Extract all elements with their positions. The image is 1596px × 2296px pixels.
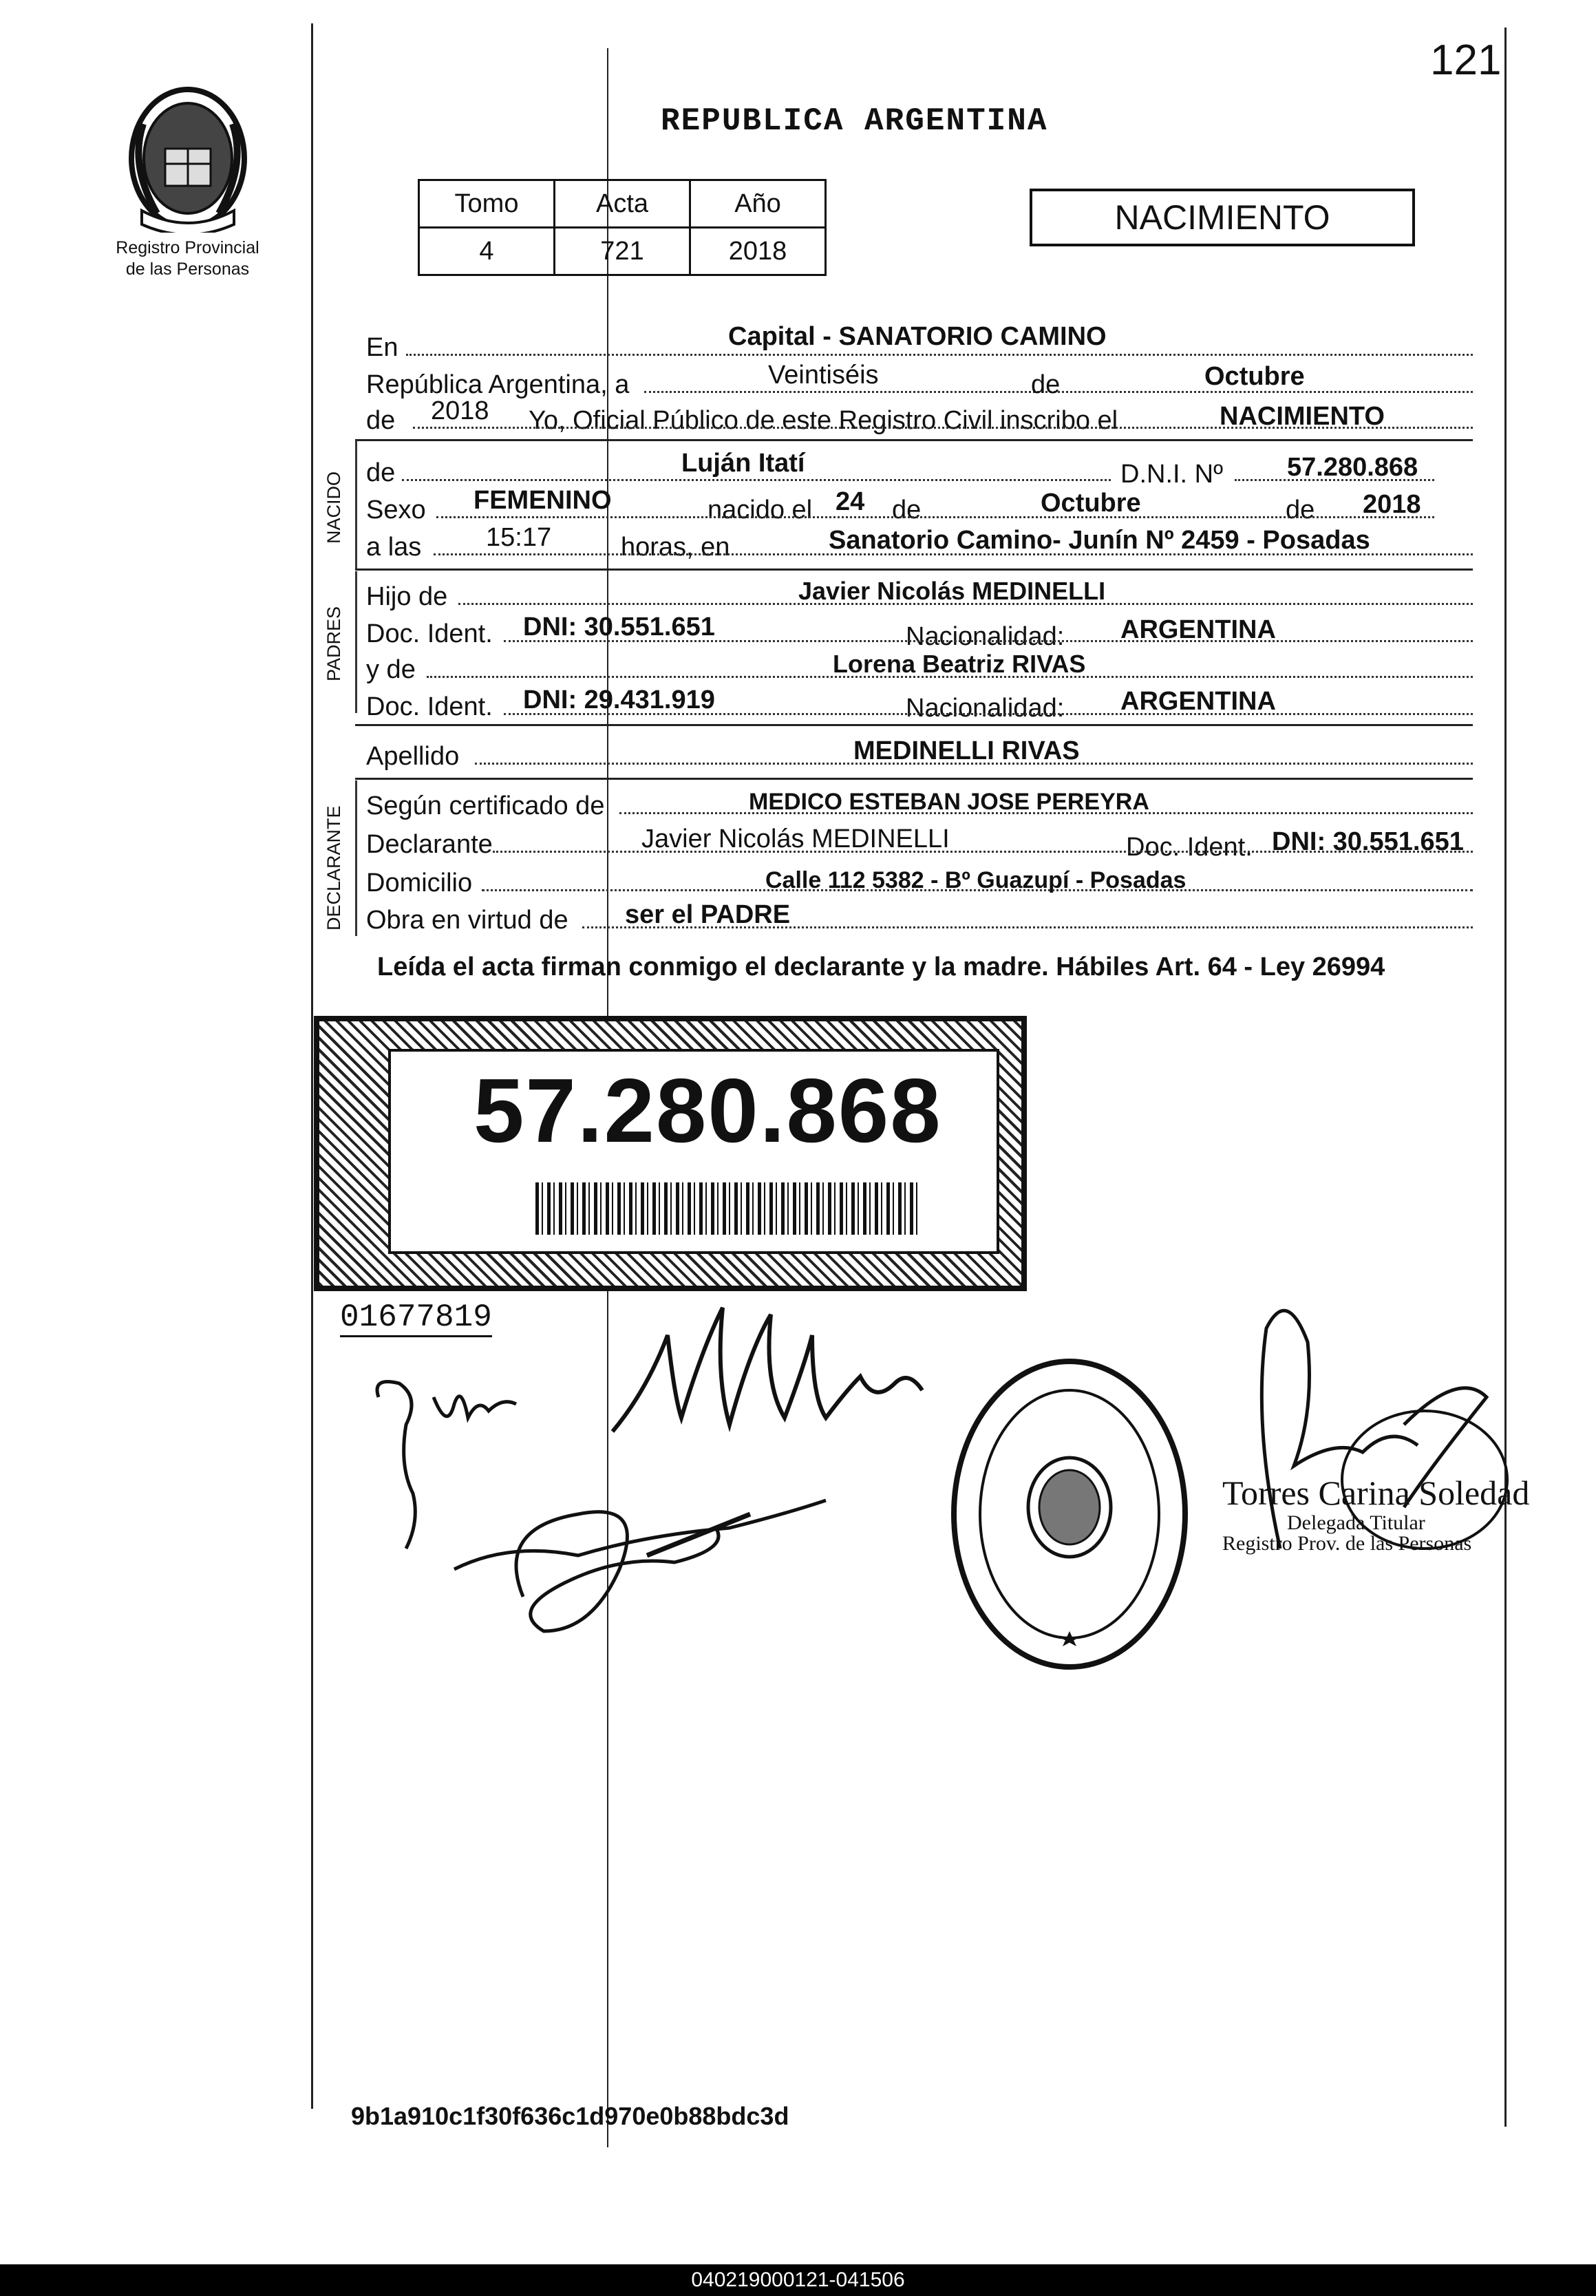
en-label: En — [366, 333, 398, 362]
sexo-label: Sexo — [366, 496, 426, 524]
child-dni: 57.280.868 — [1287, 453, 1418, 482]
father-name: Javier Nicolás MEDINELLI — [798, 577, 1106, 605]
mother-doc-label: Doc. Ident. — [366, 692, 493, 721]
dni-line — [1235, 479, 1434, 481]
birth-day: 24 — [836, 487, 865, 516]
acta-header: Acta — [555, 180, 690, 228]
sexo-value: FEMENINO — [474, 486, 612, 515]
acta-value: 721 — [555, 228, 690, 275]
mother-line — [427, 676, 1473, 678]
apellido-line — [475, 763, 1473, 765]
certificado-value: MEDICO ESTEBAN JOSE PEREYRA — [749, 789, 1149, 815]
declarante-label: Declarante — [366, 830, 493, 859]
logo-caption-line2: de las Personas — [125, 259, 250, 279]
tomo-value: 4 — [419, 228, 555, 275]
sexo-line — [436, 516, 1434, 518]
place-value: Capital - SANATORIO CAMINO — [728, 322, 1107, 351]
official-text: Yo, Oficial Público de este Registro Civil inscribo el — [529, 406, 1118, 435]
official-role: Delegada Titular — [1287, 1511, 1425, 1534]
mother-doc: DNI: 29.431.919 — [523, 685, 715, 714]
certificado-line — [619, 812, 1473, 814]
de-label-year: de — [366, 406, 396, 435]
logo-caption-line1: Registro Provincial — [116, 238, 259, 257]
declarante-side-label: DECLARANTE — [323, 805, 344, 931]
birth-month: Octubre — [1041, 489, 1141, 518]
right-margin-line — [1504, 28, 1507, 2127]
anio-header: Año — [690, 180, 826, 228]
declarante-doc-label: Doc. Ident. — [1126, 833, 1253, 862]
y-de-label: y de — [366, 655, 416, 684]
obra-line — [582, 926, 1473, 928]
mother-nationality: ARGENTINA — [1120, 687, 1276, 716]
nacido-bar — [355, 440, 357, 570]
nacido-name-line — [402, 479, 1111, 481]
father-doc-label: Doc. Ident. — [366, 619, 493, 648]
page-number: 121 — [1430, 36, 1502, 84]
hijo-de-label: Hijo de — [366, 582, 448, 611]
father-nat-label: Nacionalidad: — [906, 622, 1065, 651]
apellido-label: Apellido — [366, 742, 460, 771]
year-value: 2018 — [431, 396, 489, 425]
declarante-doc: DNI: 30.551.651 — [1272, 827, 1464, 856]
province-logo — [116, 83, 260, 233]
father-doc: DNI: 30.551.651 — [523, 613, 715, 641]
domicilio-value: Calle 112 5382 - Bº Guazupí - Posadas — [765, 867, 1187, 893]
father-nationality: ARGENTINA — [1120, 615, 1276, 644]
legal-text: Leída el acta firman conmigo el declarante y la madre. Hábiles Art. 64 - Ley 26994 — [377, 953, 1385, 981]
de-label-2: de — [892, 496, 922, 524]
left-margin-line — [311, 23, 313, 2109]
day-words: Veintiséis — [768, 361, 879, 390]
footer-code: 040219000121-041506 — [691, 2268, 905, 2291]
section-divider-3 — [355, 724, 1473, 726]
birth-time: 15:17 — [486, 523, 552, 552]
time-line — [434, 553, 1473, 555]
a-las-label: a las — [366, 533, 422, 562]
father-line — [458, 603, 1473, 605]
domicilio-label: Domicilio — [366, 869, 473, 897]
obra-value: ser el PADRE — [625, 900, 791, 929]
official-office: Registro Prov. de las Personas — [1222, 1532, 1472, 1555]
month-value: Octubre — [1204, 362, 1305, 391]
dni-label: D.N.I. Nº — [1120, 460, 1223, 489]
record-reference-table — [418, 179, 827, 276]
document-hash: 9b1a910c1f30f636c1d970e0b88bdc3d — [351, 2102, 789, 2130]
dni-sticker — [314, 1016, 1027, 1291]
section-divider-2 — [355, 568, 1473, 571]
mother-doc-line — [504, 713, 1473, 715]
obra-label: Obra en virtud de — [366, 906, 568, 935]
nacido-de-label: de — [366, 458, 396, 487]
delegation-seal — [948, 1356, 1191, 1672]
section-divider-1 — [355, 439, 1473, 441]
birth-place: Sanatorio Camino- Junín Nº 2459 - Posadas — [829, 526, 1370, 555]
official-line — [413, 427, 1473, 429]
padres-bar — [355, 571, 357, 713]
nacido-el-label: nacido el — [707, 496, 813, 524]
dni-sticker-inner — [388, 1049, 999, 1254]
child-name: Luján Itatí — [681, 449, 805, 478]
horas-label: horas, en — [621, 533, 730, 562]
padres-side-label: PADRES — [323, 606, 344, 681]
en-line — [406, 354, 1473, 356]
de-label-month: de — [1031, 370, 1061, 399]
dni-sticker-number: 57.280.868 — [474, 1060, 942, 1161]
declarante-bar — [355, 780, 357, 936]
act-type-box: NACIMIENTO — [1030, 189, 1415, 246]
birth-year: 2018 — [1363, 490, 1421, 519]
republica-label: República Argentina, a — [366, 370, 630, 399]
logo-caption — [96, 237, 279, 280]
sticker-serial: 01677819 — [340, 1299, 492, 1337]
father-doc-line — [504, 640, 1473, 642]
certificado-label: Según certificado de — [366, 791, 605, 820]
tomo-header: Tomo — [419, 180, 555, 228]
anio-value: 2018 — [690, 228, 826, 275]
domicilio-line — [482, 889, 1473, 891]
declarante-value: Javier Nicolás MEDINELLI — [641, 825, 950, 853]
declarante-line — [493, 851, 1473, 853]
inscription-type: NACIMIENTO — [1220, 402, 1385, 431]
mother-nat-label: Nacionalidad: — [906, 694, 1065, 723]
barcode — [535, 1182, 921, 1235]
section-divider-4 — [355, 778, 1473, 780]
apellido-value: MEDINELLI RIVAS — [853, 736, 1080, 765]
document-title: REPUBLICA ARGENTINA — [661, 103, 1048, 139]
signature-declarant — [606, 1294, 936, 1445]
nacido-side-label: NACIDO — [323, 471, 344, 544]
mother-name: Lorena Beatriz RIVAS — [833, 650, 1086, 678]
official-name: Torres Carina Soledad — [1222, 1474, 1530, 1512]
de-label-3: de — [1286, 496, 1315, 524]
signature-official — [440, 1473, 853, 1652]
